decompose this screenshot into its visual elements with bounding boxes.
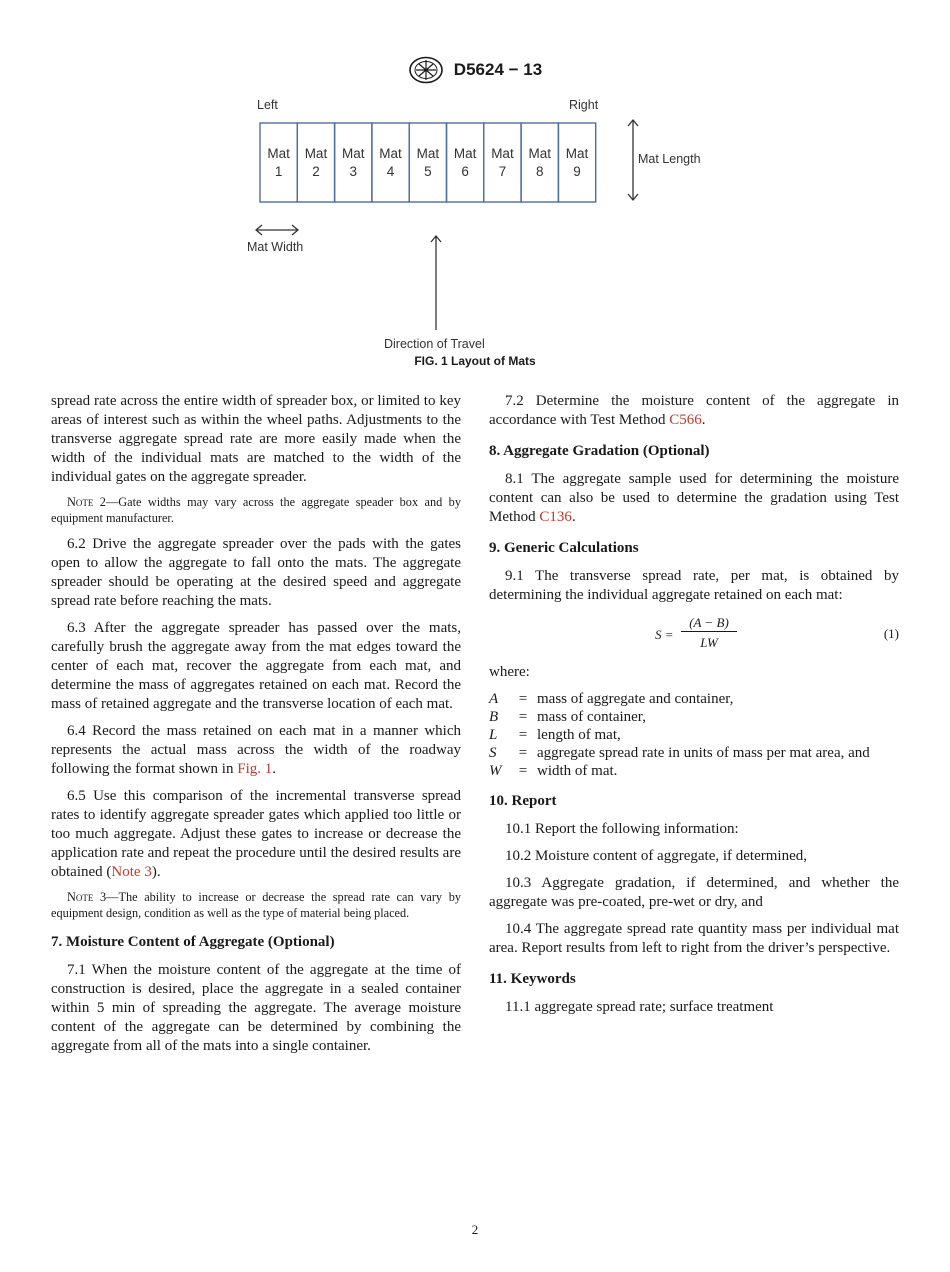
mat-5-box <box>409 123 446 202</box>
mat-4-number: 4 <box>386 164 395 179</box>
paragraph-6-4-end: . <box>272 761 276 777</box>
where-item <box>489 708 899 726</box>
mat-8-box <box>521 123 558 202</box>
paragraph-6-5 <box>51 787 461 882</box>
mat-5-word: Mat <box>416 146 440 161</box>
mat-6-word: Mat <box>453 146 477 161</box>
paragraph-11-1: 11.1 aggregate spread rate; surface treatment <box>505 999 774 1015</box>
paragraph-10-4: 10.4 The aggregate spread rate quantity mass per individual mat area. Report results from left to right from the driver’s perspective. <box>489 921 899 956</box>
mat-7-box <box>484 123 521 202</box>
paragraph-10-1: 10.1 Report the following information: <box>505 821 739 837</box>
mat-2-word: Mat <box>304 146 328 161</box>
paragraph-8-1-end: . <box>571 509 576 525</box>
paragraph-7-2-end: . <box>701 412 706 428</box>
where-symbol: B <box>489 709 499 725</box>
paragraph-10-3: 10.3 Aggregate gradation, if determined, and whether the aggregate was pre-coated, pre-wet or dry, and <box>489 875 899 910</box>
where-equals: = <box>518 709 528 725</box>
note-2-label: Note 2 <box>67 495 106 509</box>
fraction-bar <box>681 631 737 632</box>
paragraph-6-2: 6.2 Drive the aggregate spreader over the pads with the gates open to allow the aggregate to fall onto the mats. The aggregate spreader should be operating at the desired speed and aggregate spread rate before reaching the mats. <box>51 536 461 609</box>
where-symbol: W <box>489 763 502 779</box>
where-equals: = <box>518 745 528 761</box>
equation-number: (1) <box>883 626 899 641</box>
where-item <box>489 726 899 744</box>
mat-9-word: Mat <box>565 146 589 161</box>
where-equals: = <box>518 727 528 743</box>
equation-numerator: (A − B) <box>689 615 729 630</box>
paragraph-6-3: 6.3 After the aggregate spreader has passed over the mats, carefully brush the aggregate away from the mat edges toward the center of each mat, recover the aggregate from each mat, and determine the mass of aggregates retained on each mat. Record the mass of retained aggregate and the transverse location of each mat. <box>51 620 461 712</box>
paragraph-7-2-text: 7.2 Determine the moisture content of the aggregate in accordance with Test Method <box>489 393 899 428</box>
mat-8-word: Mat <box>528 146 552 161</box>
note-3-link[interactable]: Note 3 <box>111 864 152 880</box>
mat-1-number: 1 <box>274 164 283 179</box>
section-8-heading: 8. Aggregate Gradation (Optional) <box>489 443 710 459</box>
mat-9-box <box>558 123 595 202</box>
mats-row <box>260 123 596 202</box>
note-3-label: Note 3 <box>67 890 107 904</box>
document-number: D5624 − 13 <box>453 60 543 79</box>
where-definition: mass of aggregate and container, <box>537 691 734 707</box>
mat-width-arrow-icon <box>256 225 298 235</box>
equation-denominator: LW <box>700 635 718 650</box>
mat-3-box <box>335 123 372 202</box>
paragraph-6-5-text: 6.5 Use this comparison of the incremental transverse spread rates to identify aggregate spreader gates which applied too little or too much aggregate. Adjust these gates to increase or decrease the application rate and repeat the procedure until the desired results are obtained ( <box>51 788 461 880</box>
mat-6-box <box>447 123 484 202</box>
mat-3-number: 3 <box>349 164 358 179</box>
where-list <box>489 690 899 780</box>
where-definition: width of mat. <box>537 763 618 779</box>
paragraph-6-4-text: 6.4 Record the mass retained on each mat in a manner which represents the actual mass across the width of the roadway following the format shown in <box>51 723 461 777</box>
mat-7-word: Mat <box>491 146 514 161</box>
figure-caption: FIG. 1 Layout of Mats <box>414 354 536 368</box>
paragraph-9-1: 9.1 The transverse spread rate, per mat, is obtained by determining the individual aggregate retained on each mat: <box>489 568 899 603</box>
paragraph-7-2 <box>489 392 899 430</box>
mat-1-box <box>260 123 297 202</box>
note-2-text: —Gate widths may vary across the aggregate speader box and by equipment manufacturer. <box>51 495 461 525</box>
where-equals: = <box>518 763 528 779</box>
direction-arrow-icon <box>431 236 441 330</box>
paragraph-7-1: 7.1 When the moisture content of the aggregate at the time of construction is desired, place the aggregate in a sealed container within 5 min of spreading the aggregate. The average moisture content of the aggregate can be determined by combining the aggregate from all of the mats into a single container. <box>51 962 461 1054</box>
equation-1 <box>489 613 899 653</box>
page-header <box>0 56 950 84</box>
page-number: 2 <box>471 1222 479 1237</box>
mat-5-number: 5 <box>424 164 432 179</box>
mat-2-box <box>297 123 334 202</box>
left-column <box>51 392 461 1064</box>
section-11-heading: 11. Keywords <box>489 971 576 987</box>
c566-link[interactable]: C566 <box>669 412 702 428</box>
paragraph-6-4 <box>51 722 461 779</box>
paragraph-8-1 <box>489 470 899 527</box>
where-symbol: A <box>489 691 499 707</box>
where-symbol: S <box>489 745 497 761</box>
section-10-heading: 10. Report <box>489 793 557 809</box>
note-2 <box>51 495 461 526</box>
section-7-heading: 7. Moisture Content of Aggregate (Optional) <box>51 934 335 950</box>
where-definition: aggregate spread rate in units of mass per mat area, and <box>537 745 870 761</box>
where-symbol: L <box>489 727 498 743</box>
mat-4-word: Mat <box>379 146 402 161</box>
where-item <box>489 744 899 762</box>
mat-length-label: Mat Length <box>638 152 701 166</box>
where-item <box>489 690 899 708</box>
mat-8-number: 8 <box>535 164 544 179</box>
mat-9-number: 9 <box>573 164 581 179</box>
right-label: Right <box>569 98 599 112</box>
fig-1-link[interactable]: Fig. 1 <box>237 761 273 777</box>
equation-lhs: S = <box>655 627 674 642</box>
section-9-heading: 9. Generic Calculations <box>489 540 639 556</box>
right-column <box>489 392 899 1025</box>
where-definition: length of mat, <box>537 727 621 743</box>
mat-6-number: 6 <box>461 164 469 179</box>
mat-length-arrow-icon <box>628 120 638 200</box>
note-3-text: —The ability to increase or decrease the spread rate can vary by equipment design, condition as well as the type of material being placed. <box>51 890 461 920</box>
paragraph-6-5-end: ). <box>151 864 161 880</box>
paragraph-10-2: 10.2 Moisture content of aggregate, if determined, <box>505 848 807 864</box>
note-3 <box>51 890 461 921</box>
paragraph-8-1-text: 8.1 The aggregate sample used for determining the moisture content can also be used to determine the gradation using Test Method <box>489 471 899 525</box>
mat-2-number: 2 <box>312 164 320 179</box>
where-definition: mass of container, <box>537 709 646 725</box>
astm-logo-icon <box>408 56 444 84</box>
mat-3-word: Mat <box>341 146 365 161</box>
mat-1-word: Mat <box>267 146 290 161</box>
where-item <box>489 762 899 780</box>
mat-4-box <box>372 123 409 202</box>
left-label: Left <box>257 98 278 112</box>
direction-label: Direction of Travel <box>384 337 485 351</box>
mat-7-number: 7 <box>498 164 507 179</box>
where-equals: = <box>518 691 528 707</box>
c136-link[interactable]: C136 <box>539 509 572 525</box>
paragraph-continued: spread rate across the entire width of spreader box, or limited to key areas of interest such as within the wheel paths. Adjustments to the transverse aggregate spread rate are more easily made when the width of the individual mats are matched to the width of the individual gates on the aggregate spreader. <box>51 393 461 485</box>
figure-layout-of-mats <box>240 92 720 352</box>
mat-width-label: Mat Width <box>247 240 304 254</box>
where-label: where: <box>489 664 530 680</box>
